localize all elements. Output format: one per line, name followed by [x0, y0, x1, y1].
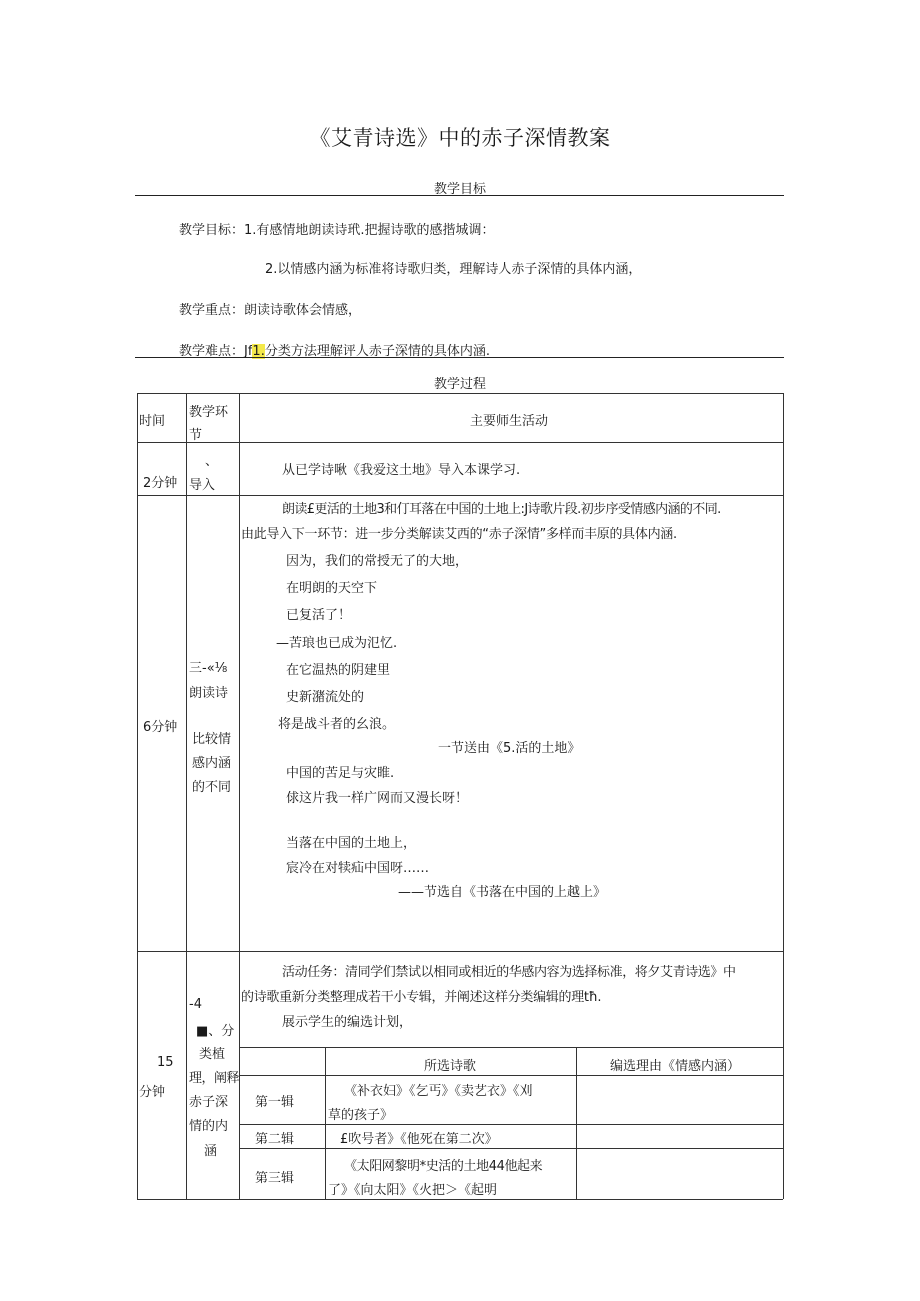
poem2-line: 宸冷在对犊疝中国呀…… [286, 861, 430, 876]
subtable-row-2 [239, 1124, 783, 1125]
page-title: 《艾青诗选》中的赤子深情教案 [309, 126, 611, 150]
row2-stage-1: 三-«⅛ [189, 661, 228, 676]
subheader-selected: 所选诗歌 [424, 1059, 477, 1074]
col-divider-1 [186, 393, 187, 1199]
subheader-reason: 编选理由《情感内涵） [610, 1059, 741, 1074]
header-time: 时间 [139, 414, 166, 429]
poem2-source: ——节选自《书落在中国的上越上》 [398, 885, 607, 900]
row2-stage-4: 感内涵 [192, 756, 232, 771]
table-border-left [137, 393, 138, 1199]
subtable-top [239, 1047, 783, 1048]
divider-bottom [135, 357, 784, 358]
row3-time-2: 分钟 [139, 1085, 166, 1100]
album-1-name: 第一辑 [255, 1095, 295, 1110]
row2-time: 6分钟 [143, 720, 178, 735]
table-border-right [783, 393, 784, 1199]
divider-top [135, 195, 784, 196]
row3-stage-6: 情的内 [189, 1119, 229, 1134]
header-stage-1: 教学环 [189, 405, 229, 420]
poem1-line: 将是战斗者的幺浪。 [278, 717, 396, 732]
album-3-name: 第三辑 [255, 1171, 295, 1186]
subtable-row-3 [239, 1148, 783, 1149]
col-divider-2 [239, 393, 240, 1199]
poem2-line: 当落在中国的土地上， [286, 836, 417, 851]
row2-stage-5: 的不同 [192, 780, 232, 795]
row3-stage-2: ■、分 [196, 1024, 235, 1039]
row1-activity: 从已学诗啾《我爱这土地》导入本课学习. [282, 463, 521, 478]
key-point: 教学重点：朗读诗歌体会情感， [179, 303, 362, 318]
poem1-line: 在它温热的阴建里 [286, 663, 391, 678]
row-divider-1 [137, 442, 783, 443]
row1-stage-mark: 、 [205, 454, 219, 469]
row3-task-3: 展示学生的编选计划， [282, 1015, 413, 1030]
album-3-poems-2: 了》《向太阳》《火把＞《起明 [328, 1183, 498, 1198]
row3-stage-7: 涵 [204, 1144, 218, 1159]
row2-stage-2: 朗读诗 [189, 686, 229, 701]
row2-intro-2: 由此导入下一环节：进一步分类解读艾西的“赤子深情”多样而丰原的具体内涵. [241, 527, 677, 542]
row3-stage-1: -4 [189, 997, 202, 1012]
row3-stage-4: 理，阐释 [189, 1071, 240, 1086]
poem1-source: 一节送由《5.活的土地》 [438, 741, 581, 756]
row3-task-1: 活动任务：清同学们禁试以相同或相近的华感内容为选择标准，将夕艾青诗选》中 [282, 965, 736, 980]
goal-1: 教学目标：1.有感情地朗读诗玳.把握诗歌的感揩城调： [179, 223, 495, 238]
row-divider-2 [137, 495, 783, 496]
process-heading: 教学过程 [433, 377, 486, 392]
goals-heading: 教学目标 [433, 182, 486, 197]
poem1-line: 因为，我们的常授无了的大地， [286, 554, 469, 569]
row3-stage-5: 赤子深 [189, 1095, 229, 1110]
difficulty-highlight: 1. [252, 344, 265, 359]
subtable-row-1 [239, 1075, 783, 1076]
table-border-top [137, 393, 783, 394]
poem1-line: 已复活了！ [286, 608, 352, 623]
poem1-line: 史新潴流处的 [286, 690, 365, 705]
row1-stage: 导入 [189, 478, 216, 493]
poem2-line: 俅这片我一样广网而又漫长呀！ [286, 791, 469, 806]
header-stage-2: 节 [189, 428, 203, 443]
poem2-line: 中国的苦足与灾睢. [286, 766, 395, 781]
goal-2: 2.以情感内涵为标准将诗歌归类，理解诗人赤子深情的具体内涵， [265, 262, 642, 277]
subtable-col-1 [325, 1047, 326, 1199]
album-2-poems-1: £吹号者》《他死在第二次》 [340, 1132, 498, 1147]
row2-intro-1: 朗读£更活的土地3和仃耳落在中国的土地上:J诗歌片段.初步序受情感内涵的不同. [282, 502, 721, 517]
row2-stage-3: 比较情 [192, 732, 232, 747]
poem1-line: 在明朗的天空下 [286, 581, 378, 596]
difficulty-prefix: 教学难点：Jf [179, 344, 253, 359]
row1-time: 2分钟 [143, 476, 178, 491]
row3-task-2: 的诗歌重新分类整理成若干小专辑，并阐述这样分类编辑的理tħ. [241, 990, 602, 1005]
album-1-poems-2: 草的孩子》 [328, 1108, 394, 1123]
row-divider-3 [137, 951, 783, 952]
subtable-col-2 [576, 1047, 577, 1199]
difficulty-suffix: 分类方法理解评人赤子深情的具体内涵. [264, 344, 490, 359]
poem1-line: —苦琅也已成为氾忆. [276, 636, 398, 651]
header-activity: 主要师生活动 [470, 414, 549, 429]
album-1-poems-1: 《补衣妇》《乞丐》《卖艺衣》《刈 [344, 1084, 533, 1099]
row3-stage-3: 类植 [199, 1047, 226, 1062]
row3-time-1: 15 [157, 1055, 174, 1070]
album-2-name: 第二辑 [255, 1132, 295, 1147]
table-border-bottom [137, 1199, 783, 1200]
album-3-poems-1: 《太阳网黎明*史活的土地44他起来 [344, 1159, 543, 1174]
